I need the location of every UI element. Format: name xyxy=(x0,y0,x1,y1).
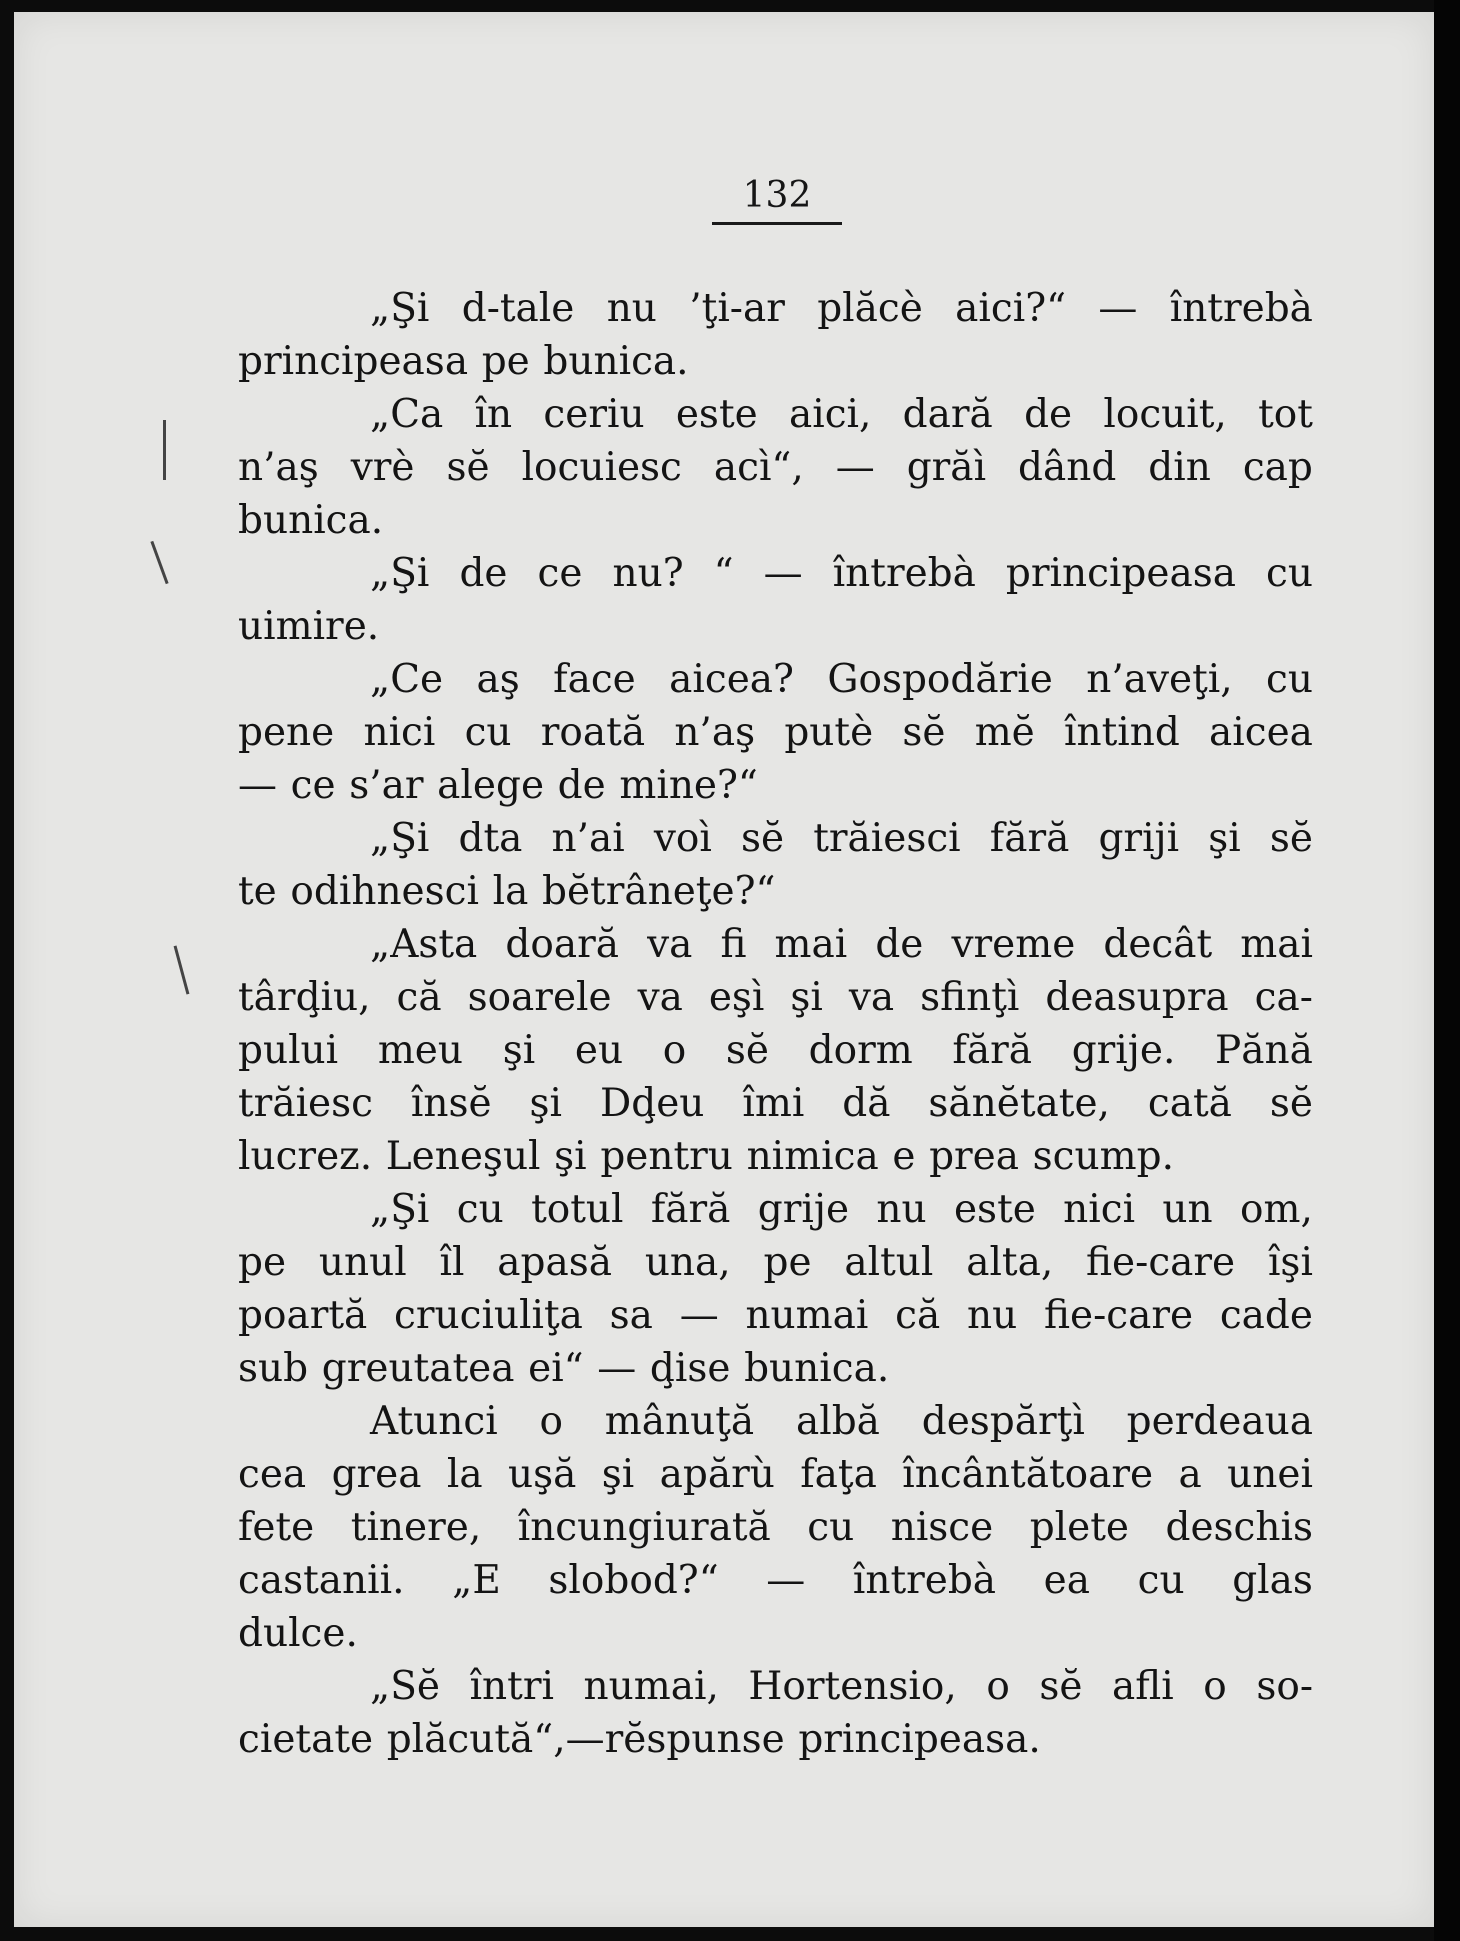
text-line: sub greutatea ei“ — ḑise bunica. xyxy=(238,1346,890,1391)
text-line: lucrez. Leneşul şi pentru nimica e prea scump. xyxy=(238,1134,1174,1179)
text-line: Atunci o mânuţă albă despărţì perdeaua xyxy=(370,1399,1313,1444)
text-line: „Ca în ceriu este aici, dară de locuit, tot xyxy=(370,392,1313,437)
text-line: „Sĕ întri numai, Hortensio, o sĕ afli o so- xyxy=(370,1664,1313,1709)
text-line: n’aş vrè sĕ locuiesc acì“, — grăì dând din cap xyxy=(238,445,1313,490)
text-line: castanii. „E slobod?“ — întrebà ea cu glas xyxy=(238,1558,1313,1603)
text-line: fete tinere, încungiurată cu nisce plete deschis xyxy=(238,1505,1313,1550)
text-line: „Şi cu totul fără grije nu este nici un om, xyxy=(370,1187,1313,1232)
page-edge-shadow xyxy=(1434,0,1460,1941)
text-line: pe unul îl apasă una, pe altul alta, fie-care îşi xyxy=(238,1240,1313,1285)
text-line: târḑiu, că soarele va eşì şi va sfinţì deasupra ca- xyxy=(238,975,1313,1020)
page-number-rule xyxy=(712,222,842,225)
body-text xyxy=(238,282,1313,1766)
text-line: poartă cruciuliţa sa — numai că nu fie-care cade xyxy=(238,1293,1313,1338)
text-line: pului meu şi eu o sĕ dorm fără grije. Pănă xyxy=(238,1028,1313,1073)
text-line: — ce s’ar alege de mine?“ xyxy=(238,763,758,808)
text-line: „Şi de ce nu? “ — întrebà principeasa cu xyxy=(370,551,1313,596)
page-number: 132 xyxy=(742,175,812,216)
text-line: „Ce aş face aicea? Gospodărie n’aveţi, cu xyxy=(370,657,1313,702)
text-line: „Asta doară va fi mai de vreme decât mai xyxy=(370,922,1313,967)
text-line: „Şi d-tale nu ’ţi-ar plăcè aici?“ — întrebà xyxy=(370,286,1313,331)
text-line: cietate plăcută“,—rĕspunse principeasa. xyxy=(238,1717,1041,1762)
text-line: te odihnesci la bĕtrâneţe?“ xyxy=(238,869,776,914)
text-line: trăiesc însĕ şi Dḑeu îmi dă sănĕtate, cată sĕ xyxy=(238,1081,1313,1126)
text-line: cea grea la uşă şi apărù faţa încântătoare a unei xyxy=(238,1452,1313,1497)
text-line: uimire. xyxy=(238,604,380,649)
text-line: bunica. xyxy=(238,498,384,543)
text-line: principeasa pe bunica. xyxy=(238,339,689,384)
text-line: „Şi dta n’ai voì sĕ trăiesci fără griji şi sĕ xyxy=(370,816,1313,861)
margin-pencil-mark xyxy=(163,420,166,480)
text-line: pene nici cu roată n’aş putè sĕ mĕ întind aicea xyxy=(238,710,1313,755)
text-line: dulce. xyxy=(238,1611,358,1656)
